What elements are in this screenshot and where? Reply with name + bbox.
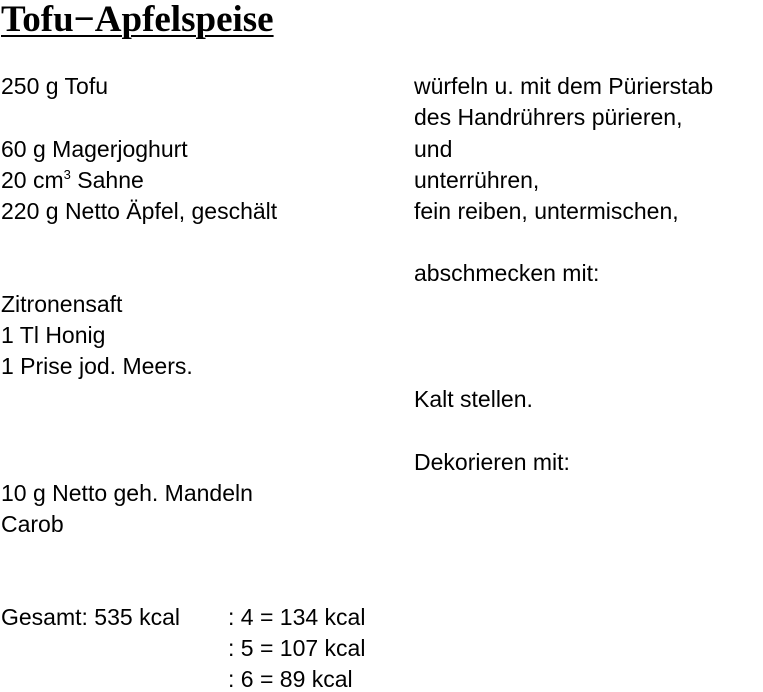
recipe-title: Tofu−Apfelspeise xyxy=(1,0,274,40)
ingredient-sahne-name: Sahne xyxy=(77,167,144,193)
instruction-und: und xyxy=(414,136,453,162)
portion-4: : 4 = 134 kcal xyxy=(228,604,366,630)
total-kcal: Gesamt: 535 kcal xyxy=(1,604,180,630)
instruction-abschmecken: abschmecken mit: xyxy=(414,260,600,286)
ingredient-sahne xyxy=(1,167,144,193)
instruction-puerieren: des Handrührers pürieren, xyxy=(414,104,683,130)
ingredient-tofu: 250 g Tofu xyxy=(1,73,109,99)
instruction-dekorieren: Dekorieren mit: xyxy=(414,449,570,475)
instruction-kalt-stellen: Kalt stellen. xyxy=(414,386,533,412)
ingredient-magerjoghurt: 60 g Magerjoghurt xyxy=(1,136,188,162)
portion-6: : 6 = 89 kcal xyxy=(228,666,353,692)
ingredient-sahne-superscript: 3 xyxy=(63,167,71,182)
ingredient-sahne-amount: 20 cm xyxy=(1,167,64,193)
ingredient-zitronensaft: Zitronensaft xyxy=(1,291,123,317)
ingredient-carob: Carob xyxy=(1,511,64,537)
portion-5: : 5 = 107 kcal xyxy=(228,635,366,661)
instruction-wuerfeln: würfeln u. mit dem Pürierstab xyxy=(414,73,714,99)
ingredient-meersalz: 1 Prise jod. Meers. xyxy=(1,353,193,379)
instruction-unterruehren: unterrühren, xyxy=(414,167,540,193)
ingredient-honig: 1 Tl Honig xyxy=(1,322,106,348)
ingredient-mandeln: 10 g Netto geh. Mandeln xyxy=(1,480,253,506)
ingredient-aepfel: 220 g Netto Äpfel, geschält xyxy=(1,198,278,224)
instruction-fein-reiben: fein reiben, untermischen, xyxy=(414,198,679,224)
